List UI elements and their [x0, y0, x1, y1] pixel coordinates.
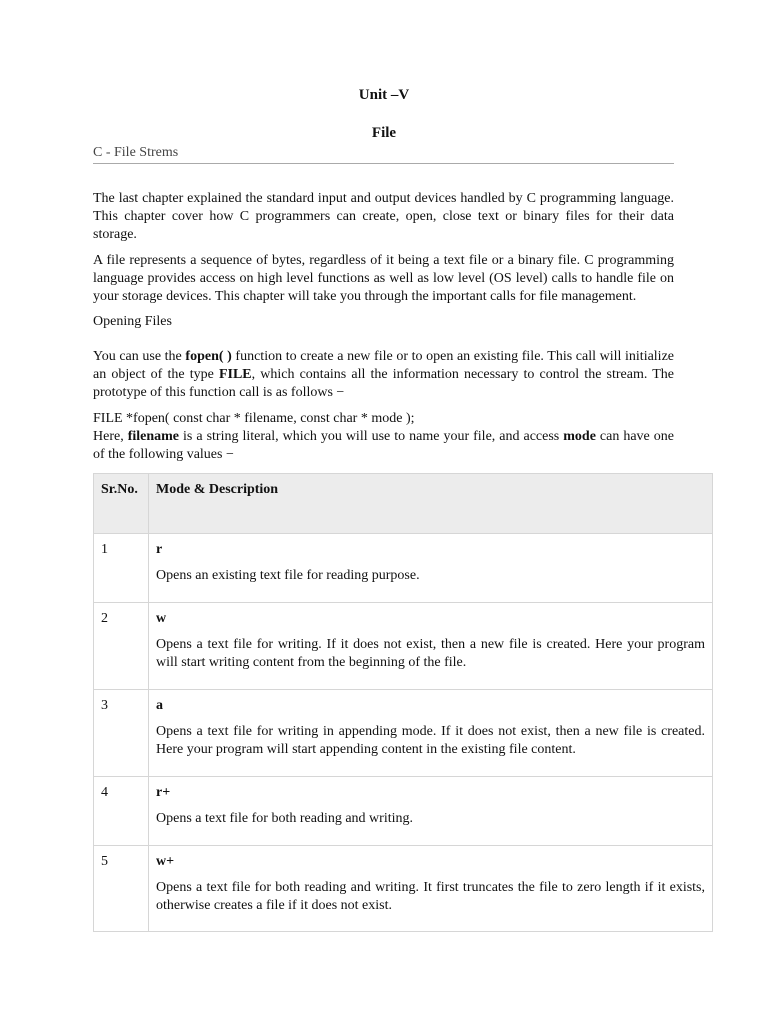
fopen-keyword: fopen( )	[185, 349, 232, 364]
mode-description: Opens a text file for writing in appending mode. If it does not exist, then a new file is created. Here your program will start appending content in the existing file content.	[156, 724, 705, 757]
mode-code: w	[156, 611, 167, 626]
header-mode-description: Mode & Description	[149, 474, 713, 534]
header-sr-no: Sr.No.	[94, 474, 149, 534]
table-header-row	[94, 474, 713, 534]
table-row	[94, 603, 713, 690]
mode-description: Opens a text file for writing. If it does not exist, then a new file is created. Here your program will start writing content from the beginning of the file.	[156, 637, 705, 670]
mode-code: a	[156, 698, 163, 713]
file-type-keyword: FILE	[218, 367, 252, 382]
mode-description: Opens an existing text file for reading purpose.	[156, 568, 420, 583]
table-row	[94, 534, 713, 603]
row-number: 3	[94, 690, 149, 777]
mode-code: w+	[156, 854, 175, 869]
mode-code: r	[156, 542, 163, 557]
mode-cell	[149, 534, 713, 603]
mode-cell	[149, 690, 713, 777]
table-row	[94, 777, 713, 846]
text: function to create a new file or to open an existing file. This call will initialize an object of the type	[93, 349, 675, 382]
row-number: 4	[94, 777, 149, 846]
mode-description: Opens a text file for both reading and writing. It first truncates the file to zero length if it exists, otherwise creates a file if it does not exist.	[156, 880, 705, 913]
text: You can use the	[93, 349, 186, 364]
mode-code: r+	[156, 785, 171, 800]
page-title: File	[371, 125, 397, 141]
text: can have one of the following values −	[93, 429, 674, 462]
mode-paragraph	[93, 428, 674, 464]
opening-files-heading: Opening Files	[93, 314, 172, 329]
mode-cell	[149, 603, 713, 690]
text: is a string literal, which you will use to name your file, and access	[179, 429, 564, 444]
unit-title: Unit –V	[358, 87, 410, 103]
mode-cell	[149, 846, 713, 932]
row-number: 5	[94, 846, 149, 932]
row-number: 1	[94, 534, 149, 603]
mode-description: Opens a text file for both reading and writing.	[156, 811, 413, 826]
file-definition-paragraph: A file represents a sequence of bytes, regardless of it being a text file or a binary file. C programming language provides access on high level functions as well as low level (OS level) calls to handle file on your storage devices. This chapter will take you through the important calls for file management.	[93, 253, 674, 304]
table-row	[94, 690, 713, 777]
fopen-prototype: FILE *fopen( const char * filename, const char * mode );	[93, 411, 415, 426]
filename-keyword: filename	[127, 429, 180, 444]
mode-cell	[149, 777, 713, 846]
section-heading: C - File Strems	[93, 144, 674, 164]
text: , which contains all the information necessary to control the stream. The prototype of this function call is as follows −	[93, 367, 674, 400]
fopen-paragraph	[93, 348, 674, 402]
intro-paragraph: The last chapter explained the standard input and output devices handled by C programming language. This chapter cover how C programmers can create, open, close text or binary files for their data storage.	[93, 191, 674, 242]
mode-keyword: mode	[563, 429, 596, 444]
modes-table	[93, 473, 713, 932]
table-row	[94, 846, 713, 932]
row-number: 2	[94, 603, 149, 690]
text: Here,	[93, 429, 128, 444]
